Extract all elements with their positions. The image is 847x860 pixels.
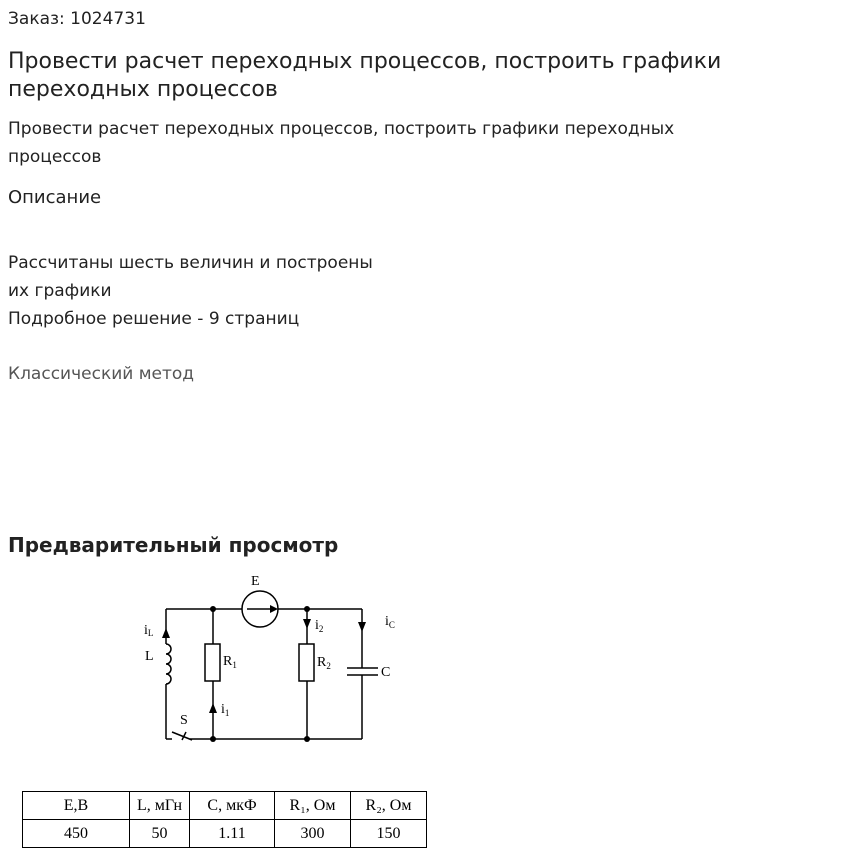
title-line-1: Провести расчет переходных процессов, построить графики <box>8 49 722 74</box>
label-i1: $i_1$ <box>221 702 230 718</box>
description-line-1: Рассчитаны шесть величин и построены <box>8 253 373 273</box>
label-i2: $i_2$ <box>315 618 324 634</box>
table-header-cell: R₁, Ом <box>275 792 351 820</box>
table-cell: 450 <box>23 820 130 848</box>
table-header-cell: E,B <box>23 792 130 820</box>
description-line-3: Подробное решение - 9 страниц <box>8 309 300 329</box>
subtitle-line-1: Провести расчет переходных процессов, построить графики переходных <box>8 119 675 139</box>
table-cell: 300 <box>275 820 351 848</box>
method-text: Классический метод <box>8 364 195 384</box>
table-cell: 1.11 <box>190 820 275 848</box>
preview-heading: Предварительный просмотр <box>8 533 339 557</box>
table-header-cell: C, мкФ <box>190 792 275 820</box>
label-R2: $R_2$ <box>317 655 331 671</box>
title-line-2: переходных процессов <box>8 77 278 102</box>
table-header-row <box>23 792 427 820</box>
parameters-table <box>22 791 427 848</box>
subtitle <box>8 115 674 171</box>
page-title <box>8 48 721 104</box>
description-heading: Описание <box>8 187 102 208</box>
label-iC: $i_C$ <box>385 614 395 630</box>
description-line-2: их графики <box>8 281 112 301</box>
table-header-cell: R₂, Ом <box>351 792 427 820</box>
subtitle-line-2: процессов <box>8 147 102 167</box>
order-number: Заказ: 1024731 <box>8 9 146 29</box>
table-row <box>23 820 427 848</box>
label-R1: $R_1$ <box>223 654 237 670</box>
table-cell: 150 <box>351 820 427 848</box>
description-text <box>8 249 373 333</box>
label-iL: iL <box>144 623 154 638</box>
table-header-cell: L, мГн <box>130 792 190 820</box>
table-cell: 50 <box>130 820 190 848</box>
circuit-diagram <box>140 572 440 752</box>
label-C: C <box>381 665 391 680</box>
label-S: S <box>180 713 188 728</box>
label-E: E <box>251 574 260 589</box>
label-L: L <box>145 649 154 664</box>
